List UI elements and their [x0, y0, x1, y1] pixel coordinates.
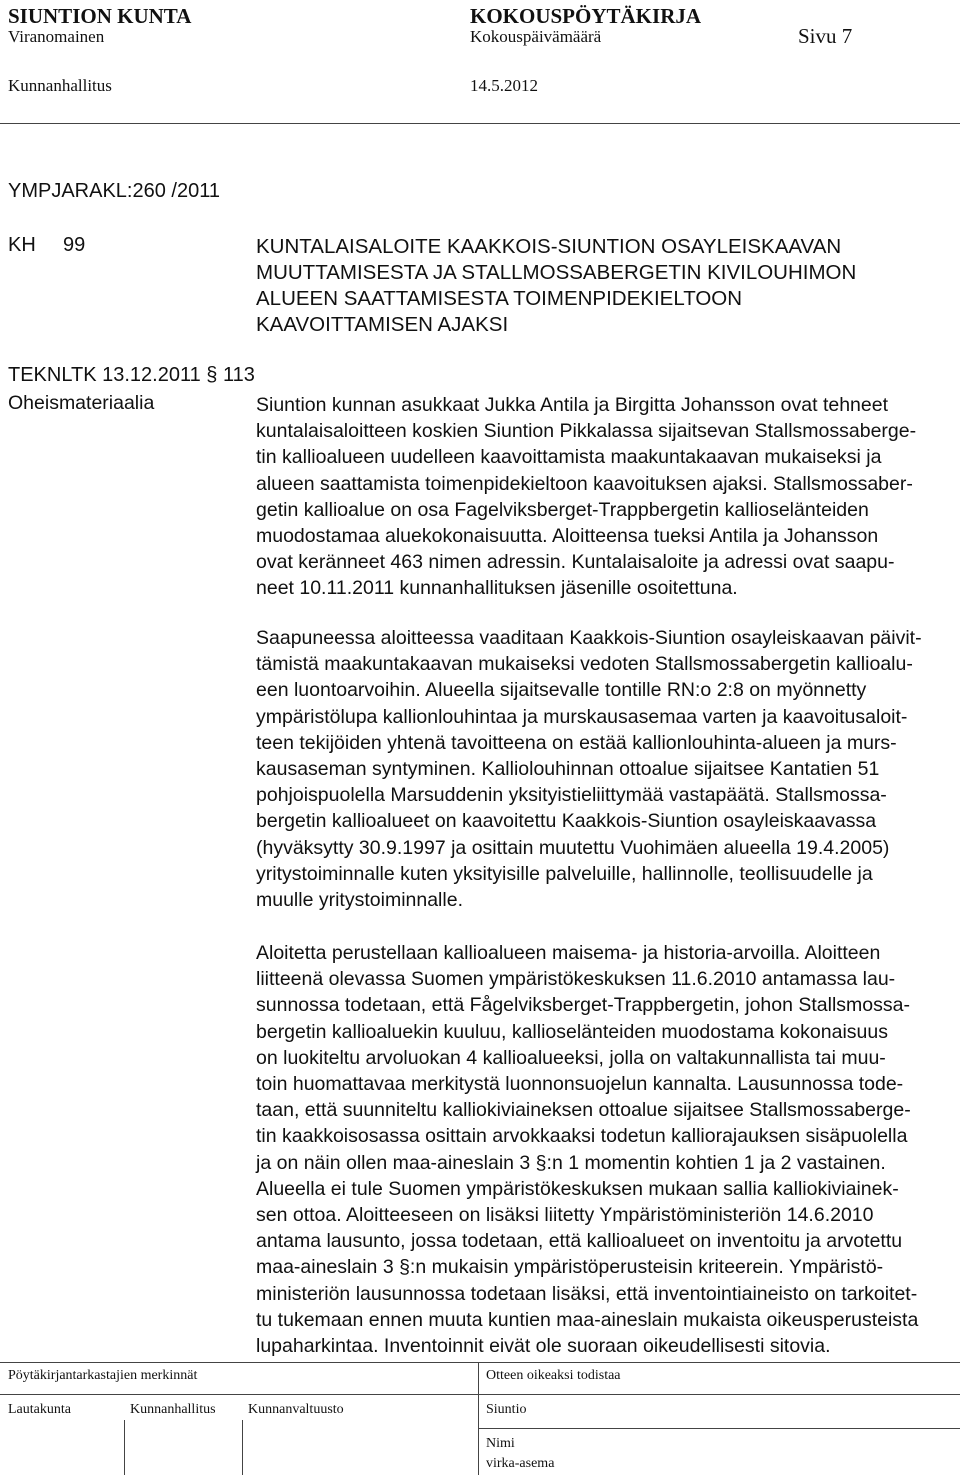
text-line: Saapuneessa aloitteessa vaaditaan Kaakkois-Siuntion osayleiskaavan päivit- — [256, 627, 922, 649]
text-line: Alueella ei tule Suomen ympäristökeskuksen mukaan sallia kalliokiviainek- — [256, 1177, 899, 1200]
paragraph-1 — [256, 392, 956, 602]
text-line: liitteenä olevassa Suomen ympäristökeskuksen 11.6.2010 antamassa lau- — [256, 968, 896, 991]
text-line: alueen saattamista toimenpidekieltoon kaavoituksen ajaksi. Stallsmossaber- — [256, 472, 913, 495]
place-label: Siuntio — [486, 1402, 527, 1417]
text-line: tu tukemaan ennen muuta kuntien maa-aineslain mukaista oikeusperusteista — [256, 1308, 919, 1331]
authority-label: Viranomainen — [8, 27, 105, 46]
text-line: pohjoispuolella Marsuddenin yksityistieliittymää vastapäätä. Stallsmossa- — [256, 784, 887, 807]
footer-top-rule — [0, 1362, 960, 1363]
municipality-name: SIUNTION KUNTA — [8, 4, 192, 28]
text-line: on luokiteltu arvoluokan 4 kallioalueeksi, jolla on valtakunnallista tai muu- — [256, 1046, 886, 1069]
text-line: Aloitetta perustellaan kallioalueen maisema- ja historia-arvoilla. Aloitteen — [256, 942, 881, 964]
text-line: een luontoarvoihin. Alueella sijaitsevalle tontille RN:o 2:8 on myönnetty — [256, 679, 867, 702]
text-line: muulle yritystoiminnalle. — [256, 889, 463, 912]
paragraph-3 — [256, 940, 956, 1359]
section-sign: § — [206, 364, 218, 386]
footer-mid-rule — [0, 1394, 960, 1395]
name-label: Nimi — [486, 1436, 515, 1451]
meeting-date-label: Kokouspäivämäärä — [470, 27, 602, 46]
teknltk-date: TEKNLTK 13.12.2011 — [8, 364, 201, 386]
text-line: kausaseman syntyminen. Kalliolouhinnan ottoalue sijaitsee Kantatien 51 — [256, 758, 880, 781]
text-line: muodostamaa aluekokonaisuutta. Aloitteensa tueksi Antila ja Johansson — [256, 525, 879, 548]
attachment-label: Oheismateriaalia — [8, 392, 155, 414]
authority-name: Kunnanhallitus — [8, 76, 112, 95]
text-line: kuntalaisaloitteen koskien Siuntion Pikkalassa sijaitsevan Stallsmossaberge- — [256, 420, 917, 443]
text-line: lupaharkintaa. Inventoinnit eivät ole suoraan oikeudellisesti sitovia. — [256, 1335, 831, 1358]
text-line: ja on näin ollen maa-aineslain 3 §:n 1 momentin kohtien 1 ja 2 vastainen. — [256, 1151, 886, 1174]
text-line: taan, että suunniteltu kalliokiviaineksen ottoalue sijaitsee Stallsmossaberge- — [256, 1099, 911, 1122]
text-line: bergetin kallioalueet on kaavoitettu Kaakkois-Siuntion osayleiskaavassa — [256, 810, 877, 833]
footer-col-divider — [242, 1420, 243, 1475]
text-line: maa-aineslain 3 §:n mukaisin ympäristöperusteisin kriteerein. Ympäristö- — [256, 1256, 884, 1279]
text-line: tin kallioalueen uudelleen kaavoittamista maakuntakaavan mukaiseksi ja — [256, 446, 882, 469]
text-line: (hyväksytty 30.9.1997 ja osittain muutettu Vuohimäen alueella 19.4.2005) — [256, 836, 890, 859]
text-line: antama lausunto, jossa todetaan, että kallioalueet on inventoitu ja arvotettu — [256, 1230, 903, 1253]
text-line: ministeriön lausunnossa todetaan lisäksi, että inventointiaineisto on tarkoitet- — [256, 1282, 918, 1305]
subject-line: MUUTTAMISESTA JA STALLMOSSABERGETIN KIVILOUHIMON — [256, 261, 857, 284]
text-line: ympäristölupa kallionlouhintaa ja murskausasemaa varten ja kaavoitusaloit- — [256, 705, 908, 728]
text-line: sen ottoa. Aloitteeseen on lisäksi liitetty Ympäristöministeriön 14.6.2010 — [256, 1204, 874, 1227]
page-number: Sivu 7 — [798, 24, 853, 48]
kh-label: KH — [8, 234, 36, 256]
certified-label: Otteen oikeaksi todistaa — [486, 1368, 621, 1383]
document-type: KOKOUSPÖYTÄKIRJA — [470, 4, 702, 28]
subject-line: ALUEEN SAATTAMISESTA TOIMENPIDEKIELTOON — [256, 287, 743, 310]
case-subject — [256, 234, 856, 338]
title-label: virka-asema — [486, 1456, 555, 1471]
case-reference: YMPJARAKL:260 /2011 — [8, 180, 220, 202]
text-line: tin kaakkoisosassa osittain arvokkaaksi todetun kalliorajauksen sisäpuolella — [256, 1125, 908, 1148]
subject-line: KAAVOITTAMISEN AJAKSI — [256, 313, 509, 336]
paragraph-2 — [256, 625, 956, 913]
text-line: bergetin kallioaluekin kuuluu, kallioselänteiden muodostama kokonaisuus — [256, 1020, 888, 1043]
initials-label: Pöytäkirjantarkastajien merkinnät — [8, 1368, 198, 1383]
text-line: yritystoiminnalle kuten yksityisille palveluille, hallinnolle, teollisuudelle ja — [256, 862, 873, 885]
meeting-date: 14.5.2012 — [470, 76, 538, 95]
text-line: toin huomattavaa merkitystä luonnonsuojelun kannalta. Lausunnossa tode- — [256, 1073, 904, 1096]
footer-name-rule — [478, 1428, 960, 1429]
section-number: 113 — [222, 364, 255, 386]
subject-line: KUNTALAISALOITE KAAKKOIS-SIUNTION OSAYLEISKAAVAN — [256, 235, 842, 258]
text-line: teen tekijöiden yhtenä tavoitteena on estää kallionlouhinta-alueen ja murs- — [256, 731, 897, 754]
text-line: getin kallioalue on osa Fagelviksberget-Trappbergetin kallioselänteiden — [256, 498, 869, 521]
footer-center-divider — [478, 1362, 479, 1475]
text-line: ovat keränneet 463 nimen adressin. Kuntalaisaloite ja adressi ovat saapu- — [256, 551, 895, 574]
text-line: Siuntion kunnan asukkaat Jukka Antila ja Birgitta Johansson ovat tehneet — [256, 394, 888, 416]
footer-col-divider — [124, 1420, 125, 1475]
government-label: Kunnanhallitus — [130, 1402, 216, 1417]
header-divider — [0, 123, 960, 124]
text-line: neet 10.11.2011 kunnanhallituksen jäsenille osoitettuna. — [256, 577, 738, 600]
teknltk-reference — [8, 364, 255, 387]
text-line: tämistä maakuntakaavan mukaiseksi vedoten Stallsmossabergetin kallioalu- — [256, 653, 913, 676]
kh-number: 99 — [63, 234, 86, 256]
text-line: sunnossa todetaan, että Fågelviksberget-Trappbergetin, johon Stallsmossa- — [256, 994, 910, 1017]
board-label: Lautakunta — [8, 1402, 71, 1417]
council-label: Kunnanvaltuusto — [248, 1402, 344, 1417]
